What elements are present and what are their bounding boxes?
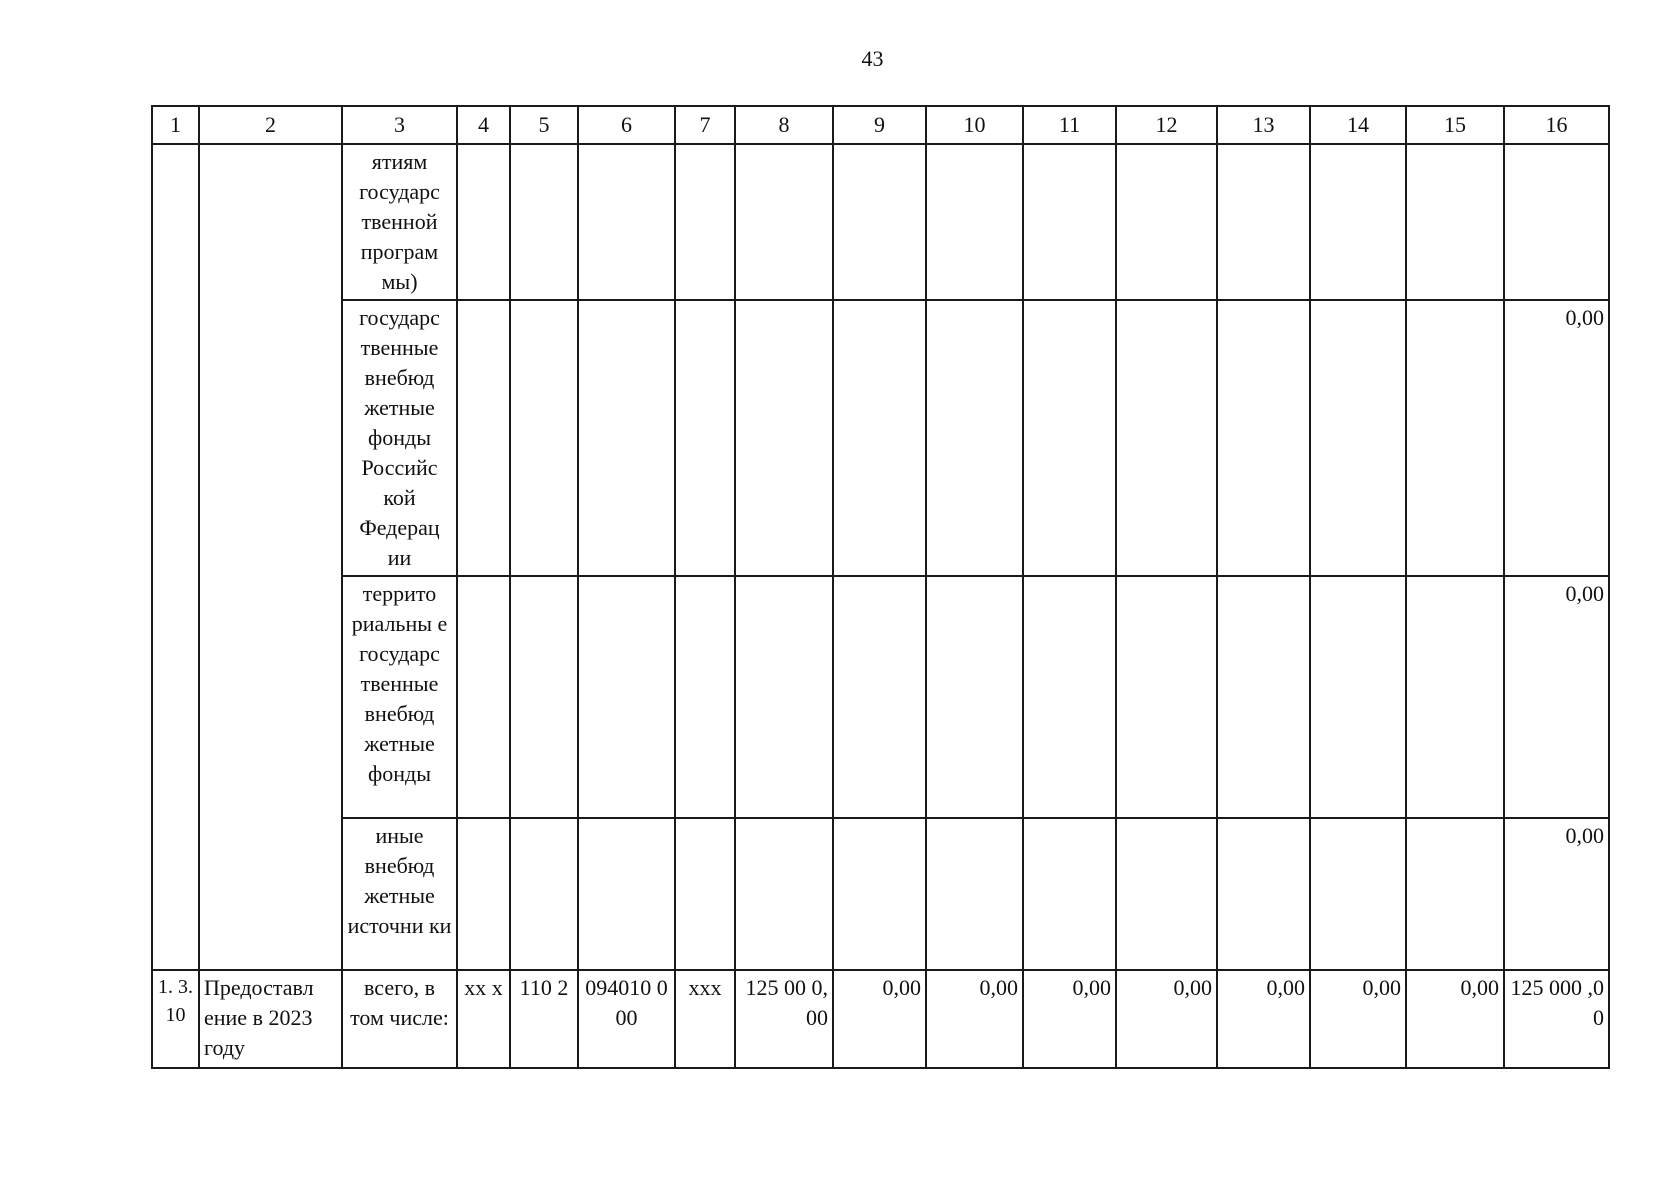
funding-source-cell: государс твенные внебюд жетные фонды Российс кой Федерац ии: [342, 300, 457, 576]
item-name-cell: Предоставл ение в 2023 году: [199, 970, 342, 1068]
amount-cell: 0,00: [1023, 970, 1116, 1068]
code-cell: xxx: [675, 970, 735, 1068]
table-row: [152, 818, 1609, 970]
column-number: 1: [152, 106, 199, 144]
column-number: 8: [735, 106, 833, 144]
table-row: [152, 144, 1609, 300]
amount-cell: 0,00: [926, 970, 1023, 1068]
amount-cell: 0,00: [1504, 818, 1609, 970]
empty-cell: [152, 144, 199, 970]
code-cell: 110 2: [510, 970, 578, 1068]
funding-source-cell: иные внебюд жетные источни ки: [342, 818, 457, 970]
column-number-row: [152, 106, 1609, 144]
column-number: 11: [1023, 106, 1116, 144]
item-number-cell: 1. 3. 10: [152, 970, 199, 1068]
table-row: [152, 576, 1609, 818]
column-number: 7: [675, 106, 735, 144]
column-number: 16: [1504, 106, 1609, 144]
page-number: 43: [861, 46, 884, 71]
table-row: [152, 970, 1609, 1068]
column-number: 2: [199, 106, 342, 144]
column-number: 13: [1217, 106, 1310, 144]
funding-source-cell: террито риальны е государс твенные внебюд жетные фонды: [342, 576, 457, 818]
column-number: 12: [1116, 106, 1217, 144]
amount-cell: 0,00: [1504, 576, 1609, 818]
amount-cell: 0,00: [1116, 970, 1217, 1068]
column-number: 5: [510, 106, 578, 144]
amount-cell: 0,00: [1406, 970, 1504, 1068]
column-number: 10: [926, 106, 1023, 144]
column-number: 15: [1406, 106, 1504, 144]
code-cell: 094010 000: [578, 970, 675, 1068]
financing-table: [151, 105, 1610, 1069]
amount-cell: 125 000 ,00: [1504, 970, 1609, 1068]
column-number: 14: [1310, 106, 1406, 144]
amount-cell: 0,00: [1217, 970, 1310, 1068]
funding-source-cell: всего, в том числе:: [342, 970, 457, 1068]
column-number: 3: [342, 106, 457, 144]
column-number: 9: [833, 106, 926, 144]
column-number: 6: [578, 106, 675, 144]
funding-source-cell: ятиям государс твенной програм мы): [342, 144, 457, 300]
code-cell: xx x: [457, 970, 510, 1068]
amount-cell: [1504, 144, 1609, 300]
table-row: [152, 300, 1609, 576]
amount-cell: 0,00: [1310, 970, 1406, 1068]
amount-cell: 0,00: [1504, 300, 1609, 576]
empty-cell: [199, 144, 342, 970]
amount-cell: 0,00: [833, 970, 926, 1068]
column-number: 4: [457, 106, 510, 144]
amount-cell: 125 00 0,00: [735, 970, 833, 1068]
